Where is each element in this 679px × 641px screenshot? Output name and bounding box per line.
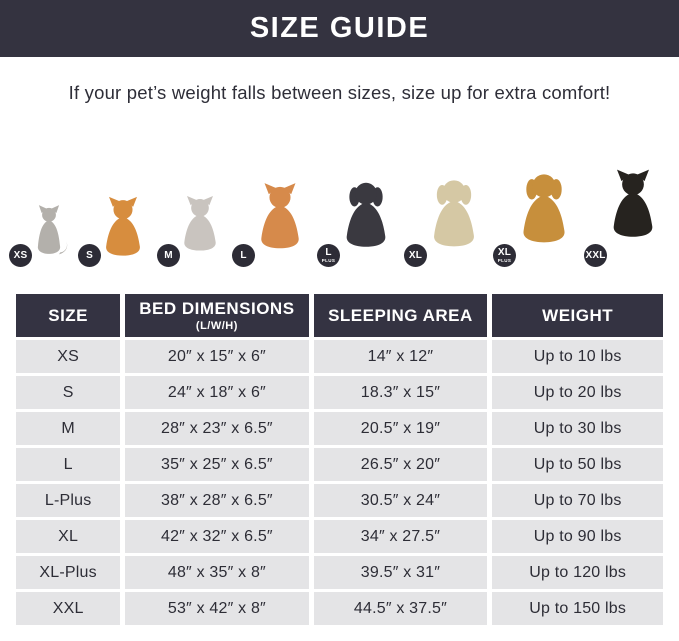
size-badge-xl-plus: [493, 244, 516, 267]
cell-weight: Up to 90 lbs: [492, 520, 663, 553]
cell-size: L-Plus: [16, 484, 120, 517]
size-badge-label: L: [240, 249, 247, 261]
labrador-illustration: [421, 160, 487, 264]
cell-sleeping-area: 26.5″ x 20″: [314, 448, 488, 481]
table-row-xl: [16, 520, 663, 553]
table-header-bed-sublabel: (L/W/H): [195, 320, 238, 332]
french-bulldog-illustration: [174, 183, 226, 264]
border-collie-illustration: [334, 163, 398, 264]
pet-pomeranian: [86, 189, 151, 264]
size-badge-sublabel: PLUS: [321, 257, 336, 263]
cell-size: XL-Plus: [16, 556, 120, 589]
pet-shiba-inu: [240, 168, 311, 264]
table-header-size: [16, 294, 120, 337]
pet-cat: [13, 196, 72, 264]
cell-bed-dimensions: 38″ x 28″ x 6.5″: [125, 484, 308, 517]
shiba-inu-illustration: [249, 168, 311, 264]
pet-border-collie: [321, 163, 398, 264]
cell-sleeping-area: 18.3″ x 15″: [314, 376, 488, 409]
size-badge-label: XL: [497, 246, 512, 258]
cell-sleeping-area: 20.5″ x 19″: [314, 412, 488, 445]
pet-size-lineup: [0, 104, 679, 264]
size-badge-label: M: [164, 249, 173, 261]
cell-sleeping-area: 34″ x 27.5″: [314, 520, 488, 553]
size-badge-sublabel: PLUS: [497, 257, 512, 263]
pet-labrador: [408, 160, 487, 264]
cell-sleeping-area: 44.5″ x 37.5″: [314, 592, 488, 625]
subtitle-text: If your pet’s weight falls between sizes, size up for extra comfort!: [68, 82, 611, 103]
size-badge-m: [157, 244, 180, 267]
pet-golden-retriever: [497, 150, 578, 264]
cell-bed-dimensions: 35″ x 25″ x 6.5″: [125, 448, 308, 481]
size-badge-xs: [9, 244, 32, 267]
size-badge-xl: [404, 244, 427, 267]
cell-sleeping-area: 14″ x 12″: [314, 340, 488, 373]
cell-size: XL: [16, 520, 120, 553]
table-row-m: [16, 412, 663, 445]
table-header-area-label: SLEEPING AREA: [328, 305, 473, 325]
cell-bed-dimensions: 53″ x 42″ x 8″: [125, 592, 308, 625]
cell-sleeping-area: 39.5″ x 31″: [314, 556, 488, 589]
size-badge-label: S: [86, 249, 93, 261]
size-badge-l: [232, 244, 255, 267]
pet-doberman: [585, 143, 665, 264]
cell-weight: Up to 70 lbs: [492, 484, 663, 517]
cell-weight: Up to 120 lbs: [492, 556, 663, 589]
size-badge-label: XS: [13, 249, 28, 261]
cell-bed-dimensions: 42″ x 32″ x 6.5″: [125, 520, 308, 553]
cell-bed-dimensions: 20″ x 15″ x 6″: [125, 340, 308, 373]
cell-bed-dimensions: 28″ x 23″ x 6.5″: [125, 412, 308, 445]
cat-illustration: [26, 196, 72, 264]
size-badge-label: XXL: [585, 249, 606, 261]
cell-weight: Up to 20 lbs: [492, 376, 663, 409]
table-header-size-label: SIZE: [48, 305, 89, 325]
table-row-l: [16, 448, 663, 481]
page-title: SIZE GUIDE: [249, 12, 430, 44]
cell-size: M: [16, 412, 120, 445]
table-header-weight: [492, 294, 663, 337]
cell-size: XXL: [16, 592, 120, 625]
cell-weight: Up to 50 lbs: [492, 448, 663, 481]
size-badge-xxl: [584, 244, 607, 267]
doberman-illustration: [601, 143, 665, 264]
pomeranian-illustration: [95, 189, 151, 264]
size-badge-label: L: [325, 246, 332, 258]
table-header-bed-dimensions: [125, 294, 308, 337]
size-badge-label: XL: [408, 249, 423, 261]
golden-retriever-illustration: [510, 150, 578, 264]
table-row-xl-plus: [16, 556, 663, 589]
cell-sleeping-area: 30.5″ x 24″: [314, 484, 488, 517]
table-row-xs: [16, 340, 663, 373]
cell-size: XS: [16, 340, 120, 373]
cell-weight: Up to 10 lbs: [492, 340, 663, 373]
title-bar: [0, 0, 679, 57]
table-header-bed-label: BED DIMENSIONS: [139, 299, 295, 318]
cell-size: L: [16, 448, 120, 481]
pet-french-bulldog: [164, 183, 226, 264]
table-header-weight-label: WEIGHT: [542, 305, 614, 325]
cell-size: S: [16, 376, 120, 409]
table-header-row: [16, 294, 663, 337]
size-badge-s: [78, 244, 101, 267]
table-row-l-plus: [16, 484, 663, 517]
table-row-s: [16, 376, 663, 409]
table-row-xxl: [16, 592, 663, 625]
cell-weight: Up to 30 lbs: [492, 412, 663, 445]
size-badge-l-plus: [317, 244, 340, 267]
cell-bed-dimensions: 48″ x 35″ x 8″: [125, 556, 308, 589]
size-table: [11, 291, 668, 628]
table-header-sleeping-area: [314, 294, 488, 337]
cell-bed-dimensions: 24″ x 18″ x 6″: [125, 376, 308, 409]
cell-weight: Up to 150 lbs: [492, 592, 663, 625]
